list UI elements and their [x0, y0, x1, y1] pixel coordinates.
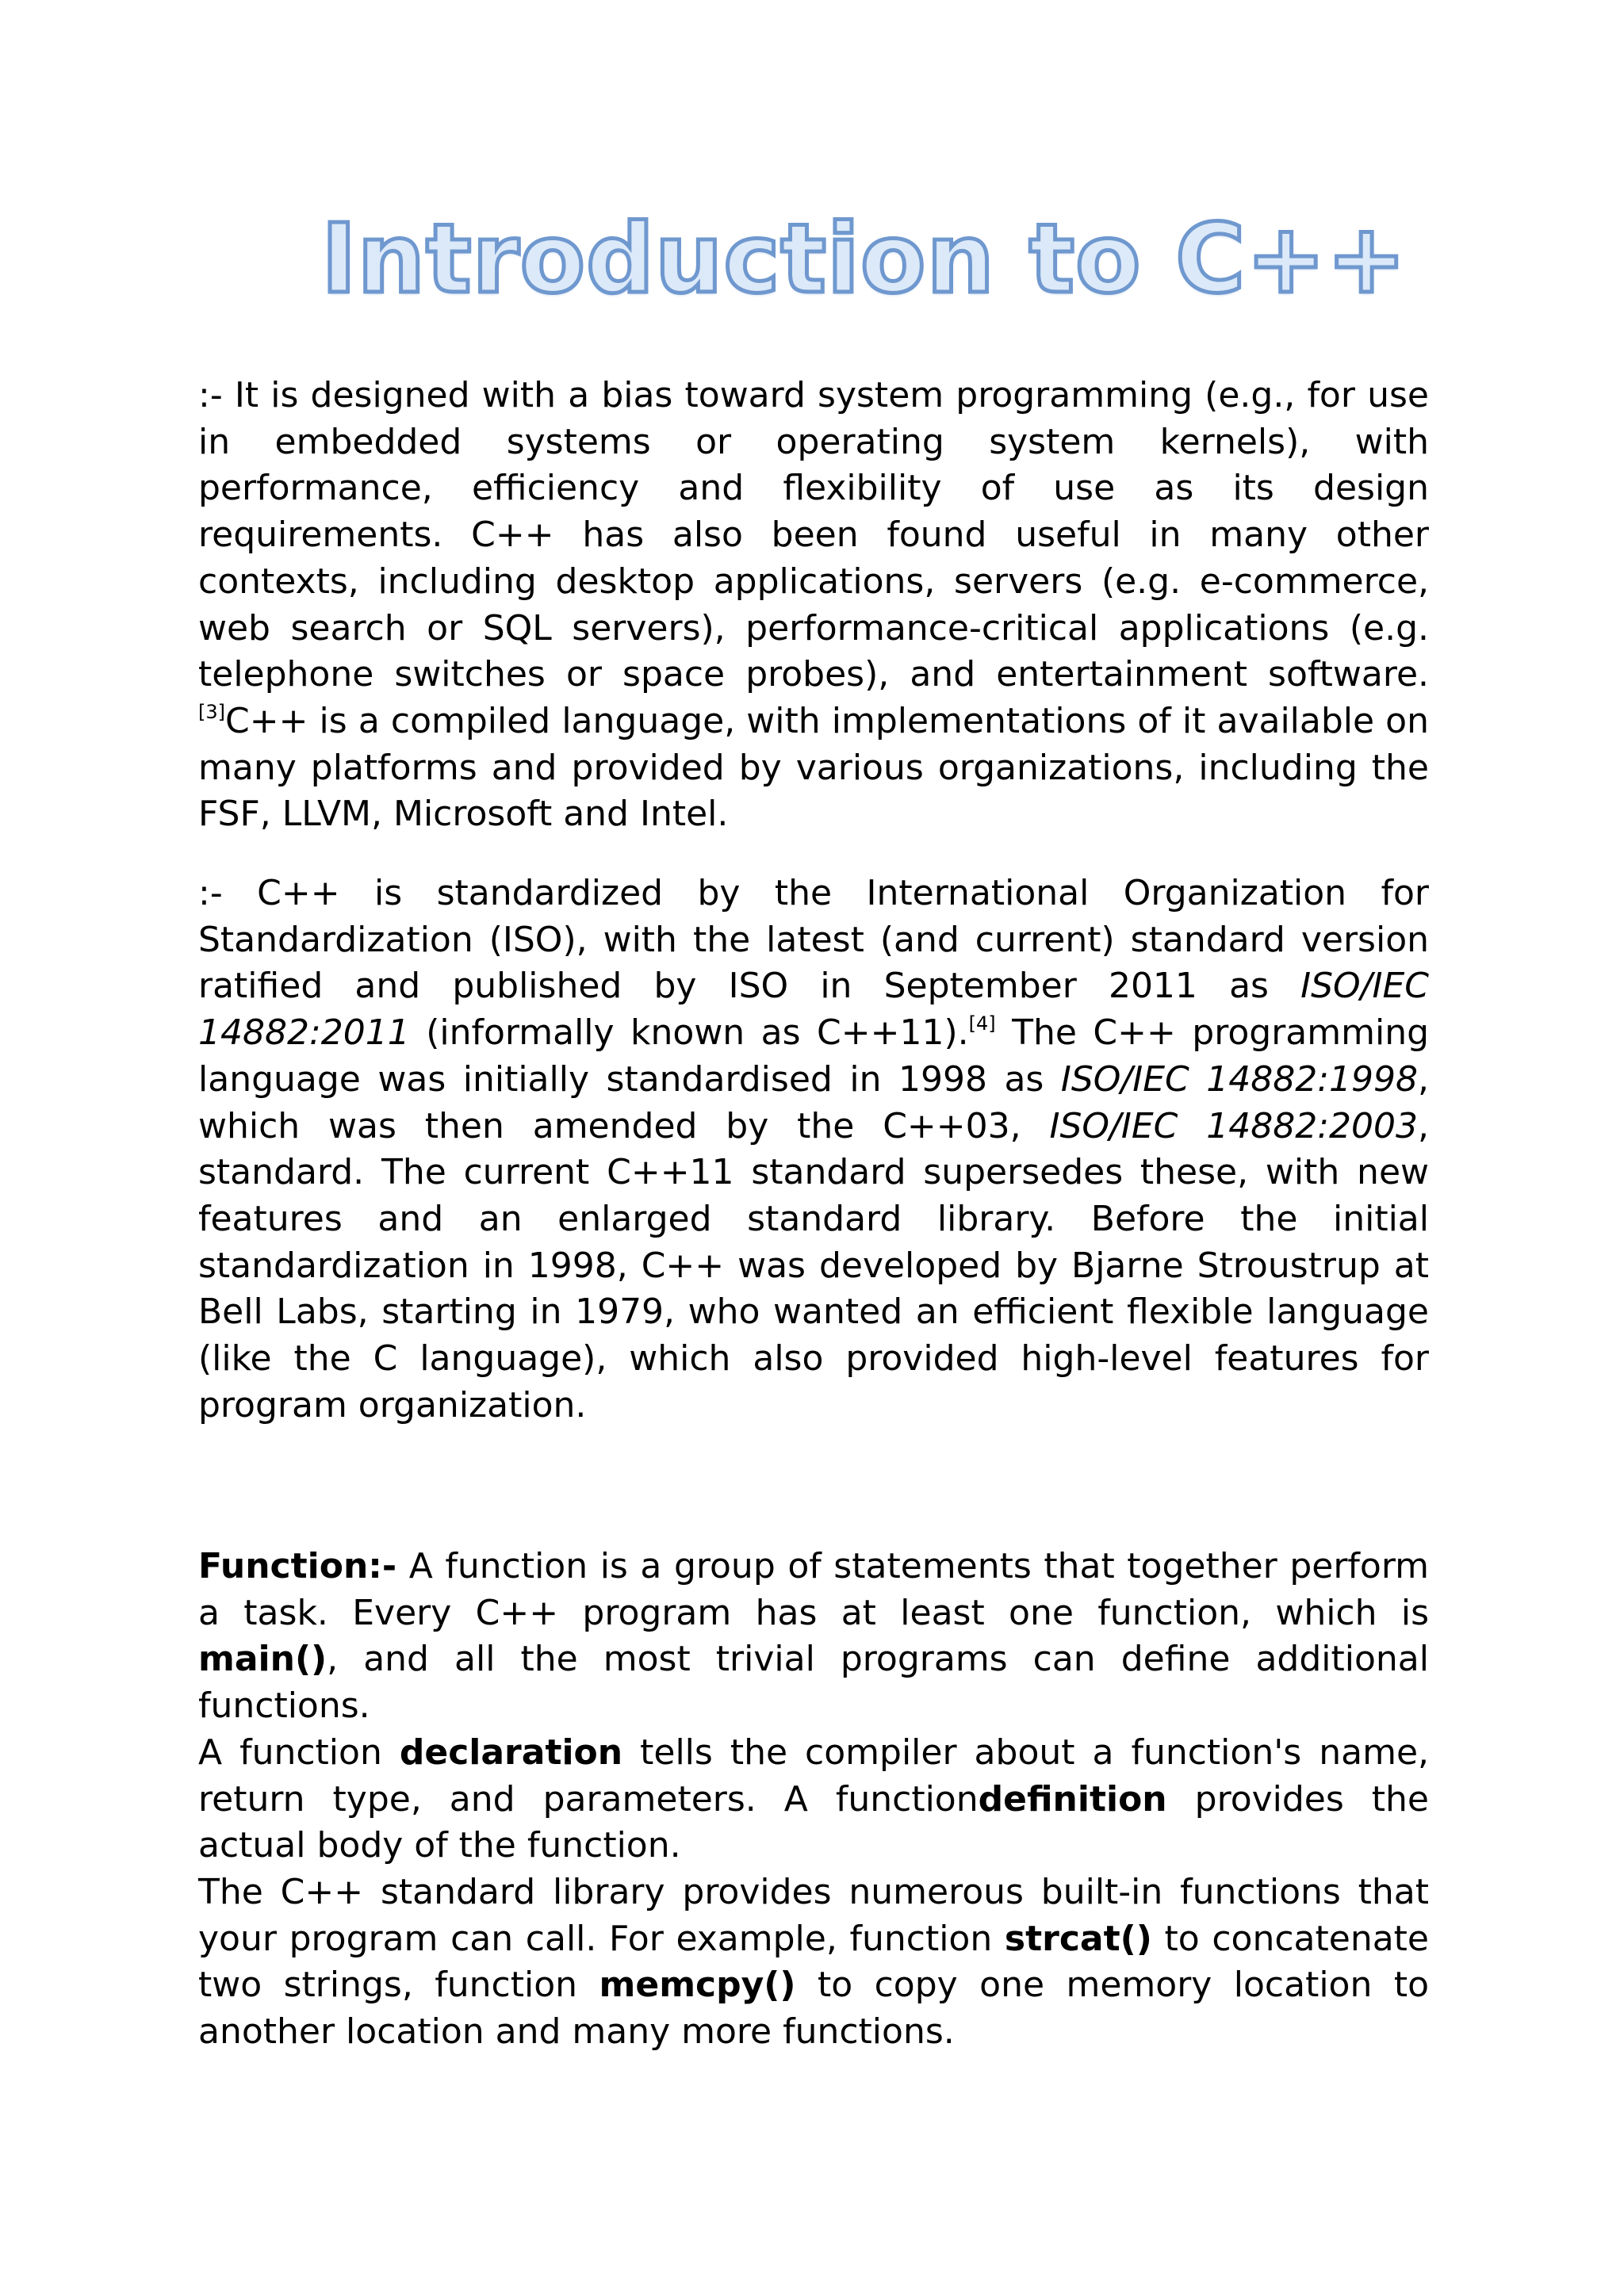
paragraph-function-intro — [198, 1544, 1429, 1730]
paragraph-library — [198, 1869, 1429, 2056]
section-function — [198, 1544, 1429, 2056]
paragraph-declaration — [198, 1730, 1429, 1869]
paragraph-text — [198, 871, 1429, 1429]
text-run: (informally known as C++11). — [409, 1012, 969, 1054]
definition-term: definition — [978, 1778, 1167, 1820]
function-heading: Function:- — [198, 1546, 397, 1586]
text-run: , and all the most trivial programs can define additional functions. — [198, 1639, 1429, 1727]
text-run: :- It is designed with a bias toward system programming (e.g., for use in embedded systems or operating system kernels), with performance, efficiency and flexibility of use as its design requirements. C++ has also been found useful in many other contexts, including desktop applications, servers (e.g. e-commerce, web search or SQL servers), performance-critical applications (e.g. telephone switches or space probes), and entertainment software. — [198, 375, 1429, 695]
declaration-term: declaration — [399, 1732, 623, 1773]
text-run: to copy one memory location to another location and many more functions. — [198, 1965, 1429, 2053]
iso-2011-term: ISO/IEC 14882:2011 — [198, 966, 1429, 1054]
text-run: , standard. The current C++11 standard supersedes these, with new features and an enlarged standard library. Before the initial standardization in 1998, C++ was developed by Bjarne Stroustrup at Bell Labs, starting in 1979, who wanted an efficient flexible language (like the C language), which also provided high-level features for program organization. — [198, 1105, 1429, 1425]
paragraph-text — [198, 373, 1429, 838]
text-run: The C++ standard library provides numerous built-in functions that your program can call. For example, function — [198, 1871, 1429, 1959]
document-title: Introduction to C++ — [321, 205, 1408, 315]
text-run: tells the compiler about a function's name, return type, and parameters. A function — [198, 1732, 1430, 1820]
iso-1998-term: ISO/IEC 14882:1998 — [1060, 1058, 1419, 1100]
text-run: A function is a group of statements that together perform a task. Every C++ program has at least one function, which is — [198, 1546, 1429, 1633]
paragraph-standardization — [198, 871, 1429, 1429]
memcpy-term: memcpy() — [599, 1965, 796, 2006]
paragraph-design-bias — [198, 373, 1429, 838]
text-run: C++ is a compiled language, with implementations of it available on many platforms and provided by various organizations, including the FSF, LLVM, Microsoft and Intel. — [198, 700, 1429, 835]
citation-4[interactable]: [4] — [968, 1012, 996, 1035]
citation-3[interactable]: [3] — [198, 700, 225, 723]
main-term: main() — [198, 1639, 327, 1680]
text-run: :- C++ is standardized by the International Organization for Standardization (ISO), with the latest (and current) standard version ratified and published by ISO in September 2011 as — [198, 873, 1429, 1007]
text-run: , which was then amended by the C++03, — [198, 1058, 1430, 1146]
text-run: to concatenate two strings, function — [198, 1918, 1429, 2006]
strcat-term: strcat() — [1004, 1918, 1152, 1959]
text-run: provides the actual body of the function. — [198, 1778, 1430, 1866]
text-run: A function — [198, 1732, 400, 1773]
iso-2003-term: ISO/IEC 14882:2003 — [1049, 1105, 1418, 1146]
text-run: The C++ programming language was initially standardised in 1998 as — [198, 1012, 1430, 1100]
